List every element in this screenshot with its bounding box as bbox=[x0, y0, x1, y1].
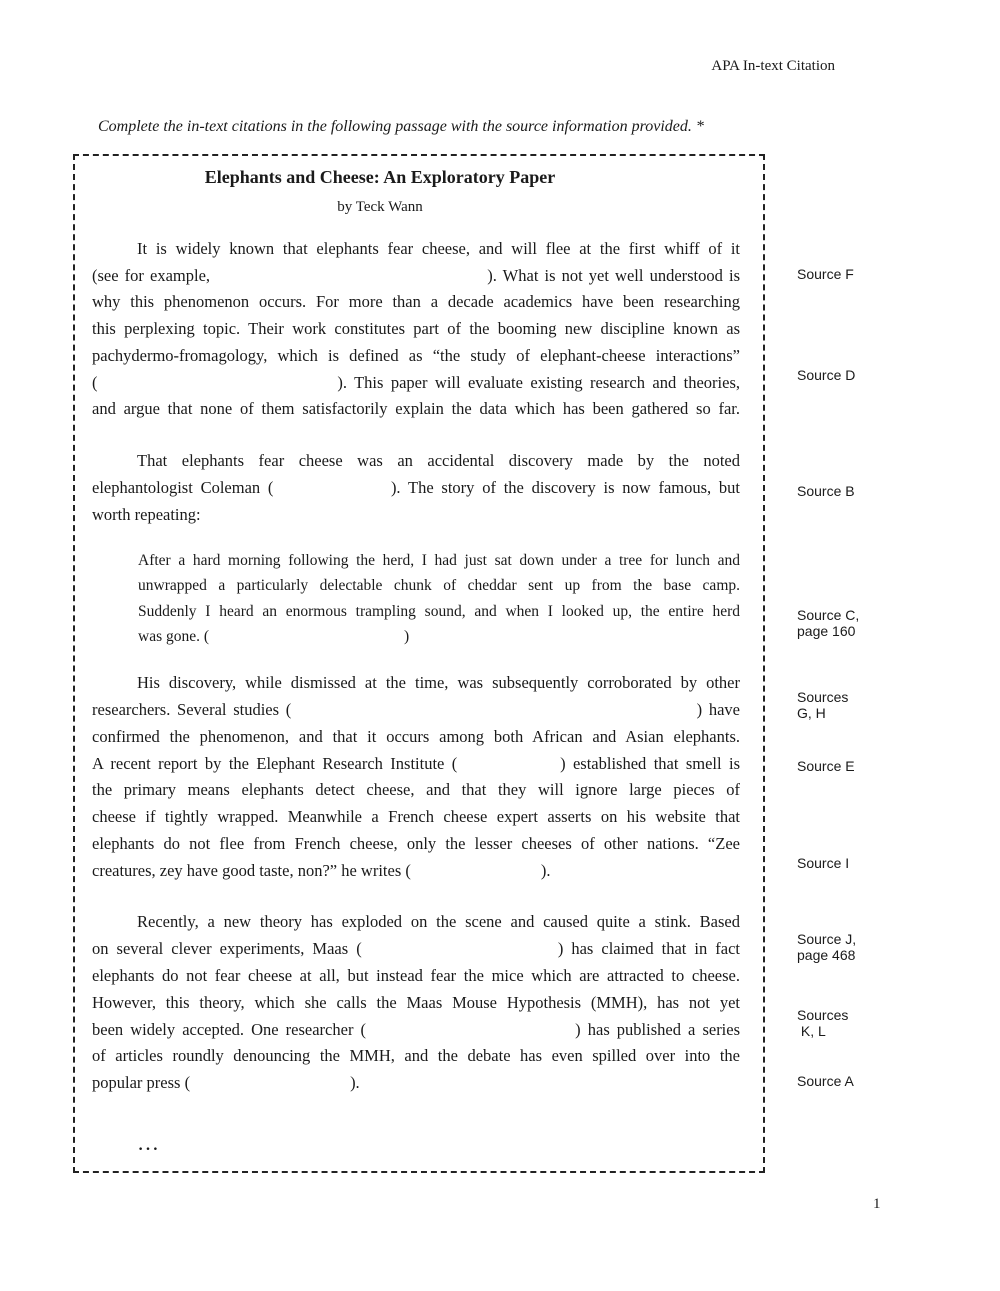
passage-line: researchers. Several studies ( ) have bbox=[92, 700, 740, 719]
source-label-kl: Sources K, L bbox=[797, 1007, 849, 1039]
passage-line: of articles roundly denouncing the MMH, and the debate has even spilled over into the bbox=[92, 1046, 740, 1065]
source-label-j: Source J, page 468 bbox=[797, 931, 857, 963]
paper-title: Elephants and Cheese: An Exploratory Paper bbox=[204, 167, 556, 187]
source-label-f: Source F bbox=[797, 266, 854, 282]
source-label-e: Source E bbox=[797, 758, 855, 774]
quote-line: After a hard morning following the herd, I had just sat down under a tree for lunch and bbox=[138, 552, 740, 569]
citation-blank-gh[interactable] bbox=[298, 703, 690, 719]
passage-line: elephantologist Coleman ( ). The story of the discovery is now famous, but bbox=[92, 478, 741, 497]
source-label-c: Source C, page 160 bbox=[797, 607, 860, 639]
passage-line: That elephants fear cheese was an accidental discovery made by the noted bbox=[137, 451, 740, 470]
passage-line: on several clever experiments, Maas ( ) has claimed that in fact bbox=[92, 939, 741, 958]
citation-blank-f[interactable] bbox=[216, 269, 481, 285]
passage-line: A recent report by the Elephant Research Institute ( ) established that smell is bbox=[92, 754, 740, 773]
passage-line: His discovery, while dismissed at the time, was subsequently corroborated by other bbox=[137, 673, 740, 692]
passage-line: been widely accepted. One researcher ( ) has published a series bbox=[92, 1020, 741, 1039]
citation-blank-c[interactable] bbox=[209, 629, 404, 645]
passage-line: this perplexing topic. Their work constitutes part of the booming new discipline known as bbox=[92, 319, 740, 338]
passage-line: pachydermo-fromagology, which is defined as “the study of elephant-cheese interactions” bbox=[92, 346, 740, 365]
source-label-gh: Sources G, H bbox=[797, 689, 849, 721]
instructions: Complete the in-text citations in the following passage with the source information provided. * bbox=[98, 118, 704, 135]
citation-blank-e[interactable] bbox=[465, 757, 553, 773]
passage-line: elephants do not flee from French cheese, only the lesser cheeses of other nations. “Zee bbox=[92, 834, 740, 853]
ellipsis: … bbox=[137, 1130, 162, 1155]
passage-line: confirmed the phenomenon, and that it occurs among both African and Asian elephants. bbox=[92, 727, 740, 746]
citation-blank-j[interactable] bbox=[370, 942, 550, 958]
source-label-a: Source A bbox=[797, 1073, 854, 1089]
quote-line: Suddenly I heard an enormous trampling sound, and when I looked up, the entire herd bbox=[138, 603, 740, 620]
paper-author: by Teck Wann bbox=[337, 199, 423, 215]
passage-line: However, this theory, which she calls the Maas Mouse Hypothesis (MMH), has not yet bbox=[92, 993, 740, 1012]
passage-line: It is widely known that elephants fear cheese, and will flee at the first whiff of it bbox=[137, 239, 740, 258]
quote-line: was gone. ( ) bbox=[138, 628, 410, 645]
source-label-b: Source B bbox=[797, 483, 855, 499]
passage-line: creatures, zey have good taste, non?” he writes ( ). bbox=[92, 861, 551, 880]
running-head: APA In-text Citation bbox=[711, 58, 835, 74]
passage-line: (see for example, ). What is not yet well understood is bbox=[92, 266, 741, 285]
passage-line: ( ). This paper will evaluate existing research and theories, bbox=[92, 373, 741, 392]
passage-line: cheese if tightly wrapped. Meanwhile a French cheese expert asserts on his website that bbox=[92, 807, 740, 826]
citation-blank-b[interactable] bbox=[281, 481, 383, 497]
source-label-d: Source D bbox=[797, 367, 856, 383]
passage-line: why this phenomenon occurs. For more than a decade academics have been researching bbox=[92, 292, 740, 311]
citation-blank-a[interactable] bbox=[190, 1076, 350, 1092]
citation-blank-d[interactable] bbox=[105, 376, 330, 392]
source-label-i: Source I bbox=[797, 855, 850, 871]
passage-line: popular press ( ). bbox=[92, 1073, 360, 1092]
citation-blank-i[interactable] bbox=[411, 864, 541, 880]
quote-line: unwrapped a particularly delectable chunk of cheddar sent up from the base camp. bbox=[138, 577, 740, 594]
citation-blank-kl[interactable] bbox=[373, 1023, 568, 1039]
page-number: 1 bbox=[873, 1196, 881, 1212]
passage-line: the primary means elephants detect cheese, and that they will ignore large pieces of bbox=[92, 780, 740, 799]
passage-line: worth repeating: bbox=[92, 505, 201, 524]
passage-line: and argue that none of them satisfactorily explain the data which has been gathered so far. bbox=[92, 399, 740, 418]
passage-line: elephants do not fear cheese at all, but instead fear the mice which are attracted to cheese. bbox=[92, 966, 740, 985]
passage-line: Recently, a new theory has exploded on the scene and caused quite a stink. Based bbox=[137, 912, 740, 931]
